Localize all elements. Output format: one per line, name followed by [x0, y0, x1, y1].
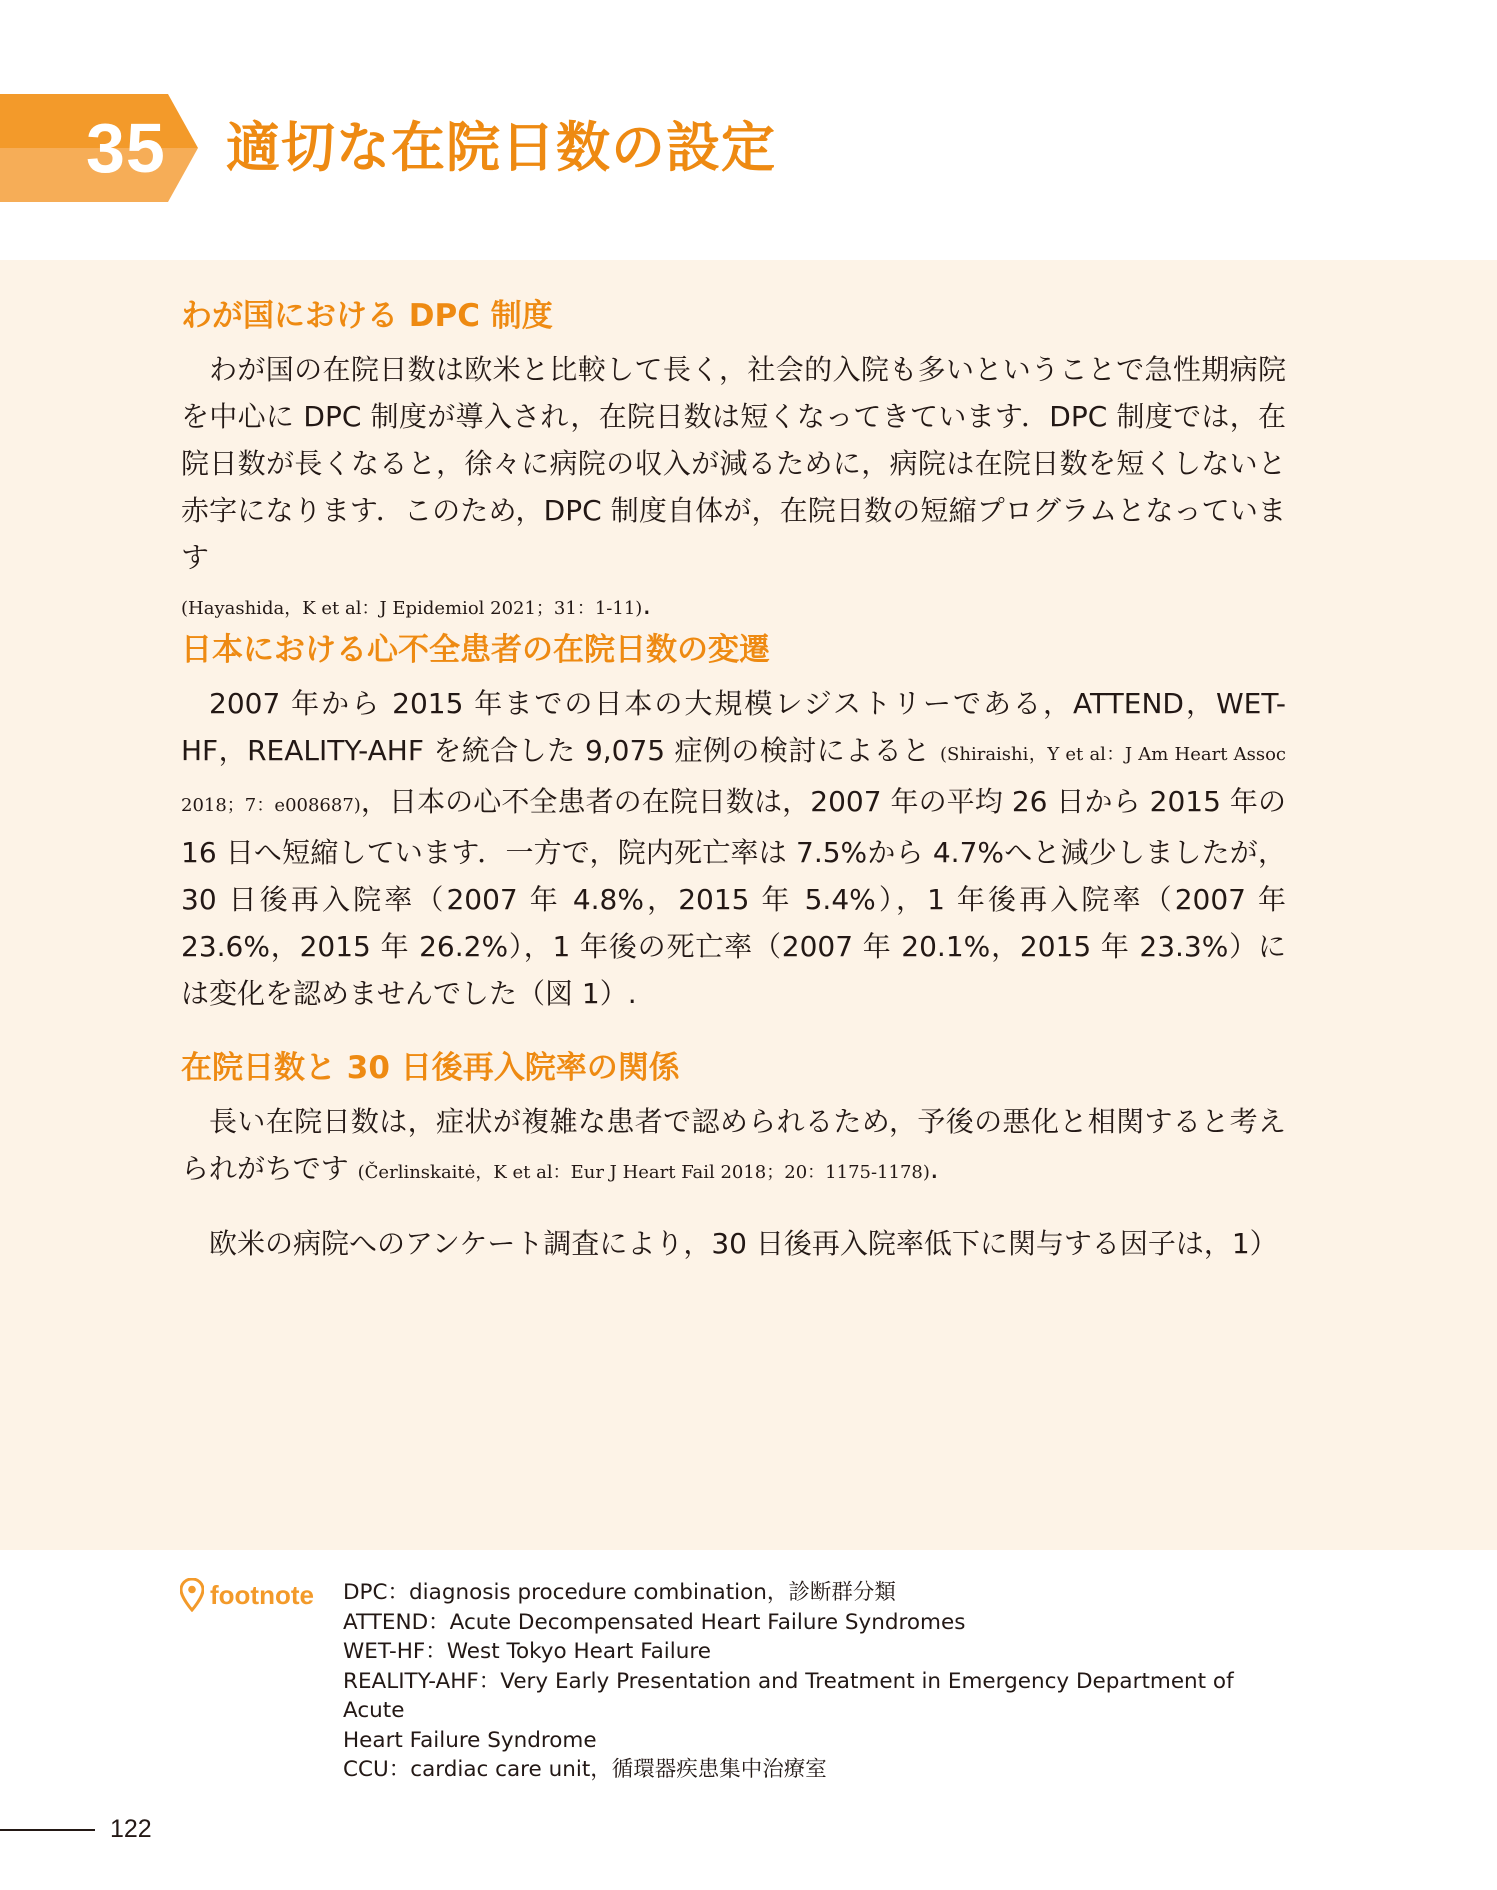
page-number: 122 — [110, 1815, 152, 1843]
section-readmission — [181, 1046, 1286, 1267]
paragraph-tail: . — [929, 1152, 939, 1185]
footnote-line: WET-HF：West Tokyo Heart Failure — [343, 1639, 711, 1664]
location-pin-icon — [180, 1578, 204, 1612]
page-number-rule — [0, 1829, 95, 1831]
paragraph-tail: ，日本の心不全患者の在院日数は，2007 年の平均 26 日から 2015 年の 16 日へ短縮しています．一方で，院内死亡率は 7.5%から 4.7%へと減少しましたが，30 日後再入院率（2007 年 4.8%，2015 年 5.4%），1 年後再入院率（2007 年 23.6%，2015 年 26.2%），1 年後の死亡率（2007 年 20.1%，2015 年 23.3%）には変化を認めませんでした（図 1）. — [181, 785, 1286, 1010]
chapter-number: 35 — [86, 109, 166, 187]
paragraph — [181, 1098, 1286, 1196]
footnote-word: footnote — [210, 1579, 314, 1610]
paragraph-tail: . — [642, 588, 652, 621]
paragraph-text: 長い在院日数は，症状が複雑な患者で認められるため，予後の悪化と相関すると考えられがちです — [181, 1105, 1286, 1185]
citation: (Shiraishi，Y et al：J Am Heart Assoc 2018；7：e008687) — [181, 744, 1287, 816]
footnote-line: Heart Failure Syndrome — [343, 1727, 597, 1753]
section-dpc — [181, 294, 1286, 632]
paragraph — [181, 680, 1286, 1017]
footnote-list — [343, 1578, 1293, 1785]
citation: (Čerlinskaitė，K et al：Eur J Heart Fail 2018；20：1175-1178) — [357, 1162, 930, 1183]
paragraph — [181, 1220, 1286, 1267]
footnote-line: CCU：cardiac care unit，循環器疾患集中治療室 — [343, 1757, 827, 1782]
chapter-title: 適切な在院日数の設定 — [226, 116, 776, 179]
section-heading: わが国における DPC 制度 — [181, 298, 553, 334]
paragraph — [181, 346, 1286, 632]
section-heading: 在院日数と 30 日後再入院率の関係 — [181, 1050, 680, 1086]
footnote-label — [180, 1578, 314, 1612]
footnote-line: REALITY-AHF：Very Early Presentation and Treatment in Emergency Department of Acute — [343, 1668, 1234, 1723]
footnote-line: ATTEND：Acute Decompensated Heart Failure Syndromes — [343, 1609, 966, 1635]
citation: (Hayashida，K et al：J Epidemiol 2021；31：1-11) — [181, 598, 643, 619]
paragraph-text: 欧米の病院へのアンケート調査により，30 日後再入院率低下に関与する因子は，1） — [209, 1227, 1278, 1260]
paragraph-text: わが国の在院日数は欧米と比較して長く，社会的入院も多いということで急性期病院を中心に DPC 制度が導入され，在院日数は短くなってきています．DPC 制度では，在院日数が長くなると，徐々に病院の収入が減るために，病院は在院日数を短くしないと赤字になります．このため，DPC 制度自体が，在院日数の短縮プログラムとなっています — [181, 353, 1286, 574]
section-heading: 日本における心不全患者の在院日数の変遷 — [181, 632, 770, 668]
footnote-line: DPC：diagnosis procedure combination，診断群分類 — [343, 1580, 896, 1605]
paragraph-text: 2007 年から 2015 年までの日本の大規模レジストリーである，ATTEND，WET-HF，REALITY-AHF を統合した 9,075 症例の検討によると — [181, 687, 1286, 767]
section-japan-trend — [181, 628, 1286, 1017]
